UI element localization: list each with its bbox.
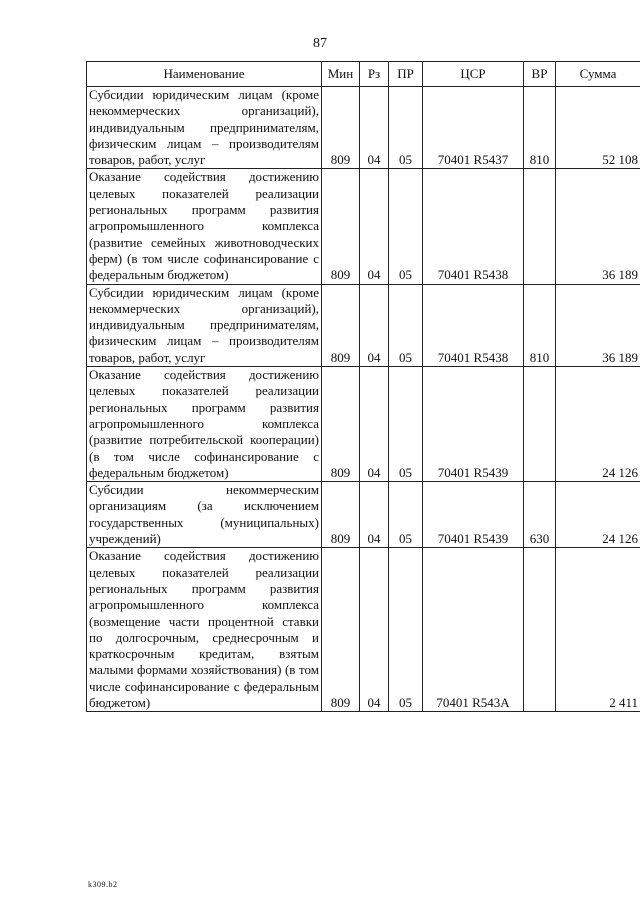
row-sum: 2 411 (556, 548, 640, 712)
header-name: Наименование (87, 62, 322, 87)
row-sum: 24 126 (556, 482, 640, 548)
row-vr: 810 (524, 284, 556, 366)
row-rz: 04 (360, 548, 389, 712)
row-csr: 70401 R5437 (423, 87, 524, 169)
row-min: 809 (322, 482, 360, 548)
row-min: 809 (322, 87, 360, 169)
row-min: 809 (322, 284, 360, 366)
page-number: 87 (313, 36, 327, 51)
row-vr (524, 367, 556, 482)
row-vr: 630 (524, 482, 556, 548)
header-vr: ВР (524, 62, 556, 87)
row-sum: 36 189 (556, 284, 640, 366)
row-sum: 52 108 (556, 87, 640, 169)
row-rz: 04 (360, 367, 389, 482)
row-csr: 70401 R5439 (423, 482, 524, 548)
row-pr: 05 (389, 169, 423, 284)
row-min: 809 (322, 367, 360, 482)
header-csr: ЦСР (423, 62, 524, 87)
table-row (87, 87, 640, 169)
header-min: Мин (322, 62, 360, 87)
header-rz: Рз (360, 62, 389, 87)
row-csr: 70401 R5439 (423, 367, 524, 482)
table-row (87, 548, 640, 712)
row-name: Субсидии некоммерческим организациям (за исключением государственных (муниципальных) учреждений) (87, 482, 322, 548)
row-pr: 05 (389, 482, 423, 548)
row-sum: 36 189 (556, 169, 640, 284)
row-name: Оказание содействия достижению целевых показателей реализации региональных программ развития агропромышленного комплекса (возмещение части процентной ставки по долгосрочным, среднесрочным и краткосрочным кредитам, взятым малыми формами хозяйствования) (в том числе софинансирование с федеральным бюджетом) (87, 548, 322, 712)
row-pr: 05 (389, 367, 423, 482)
row-name: Субсидии юридическим лицам (кроме некоммерческих организаций), индивидуальным предпринимателям, физическим лицам – производителям товаров, работ, услуг (87, 284, 322, 366)
row-name: Субсидии юридическим лицам (кроме некоммерческих организаций), индивидуальным предпринимателям, физическим лицам – производителям товаров, работ, услуг (87, 87, 322, 169)
budget-table (86, 61, 640, 712)
header-sum: Сумма (556, 62, 640, 87)
row-rz: 04 (360, 87, 389, 169)
row-vr (524, 169, 556, 284)
row-pr: 05 (389, 87, 423, 169)
table-header-row (87, 62, 640, 87)
row-csr: 70401 R543A (423, 548, 524, 712)
row-min: 809 (322, 548, 360, 712)
table-row (87, 284, 640, 366)
table-row (87, 169, 640, 284)
row-min: 809 (322, 169, 360, 284)
row-csr: 70401 R5438 (423, 169, 524, 284)
row-pr: 05 (389, 548, 423, 712)
row-name: Оказание содействия достижению целевых показателей реализации региональных программ развития агропромышленного комплекса (развитие семейных животноводческих ферм) (в том числе софинансирование с федеральным бюджетом) (87, 169, 322, 284)
row-pr: 05 (389, 284, 423, 366)
row-sum: 24 126 (556, 367, 640, 482)
table-row (87, 367, 640, 482)
row-rz: 04 (360, 482, 389, 548)
row-vr (524, 548, 556, 712)
row-rz: 04 (360, 169, 389, 284)
row-rz: 04 (360, 284, 389, 366)
header-pr: ПР (389, 62, 423, 87)
row-name: Оказание содействия достижению целевых показателей реализации региональных программ развития агропромышленного комплекса (развитие потребительской кооперации) (в том числе софинансирование с федеральным бюджетом) (87, 367, 322, 482)
row-csr: 70401 R5438 (423, 284, 524, 366)
table-row (87, 482, 640, 548)
footer-code: k309.b2 (88, 880, 118, 889)
row-vr: 810 (524, 87, 556, 169)
